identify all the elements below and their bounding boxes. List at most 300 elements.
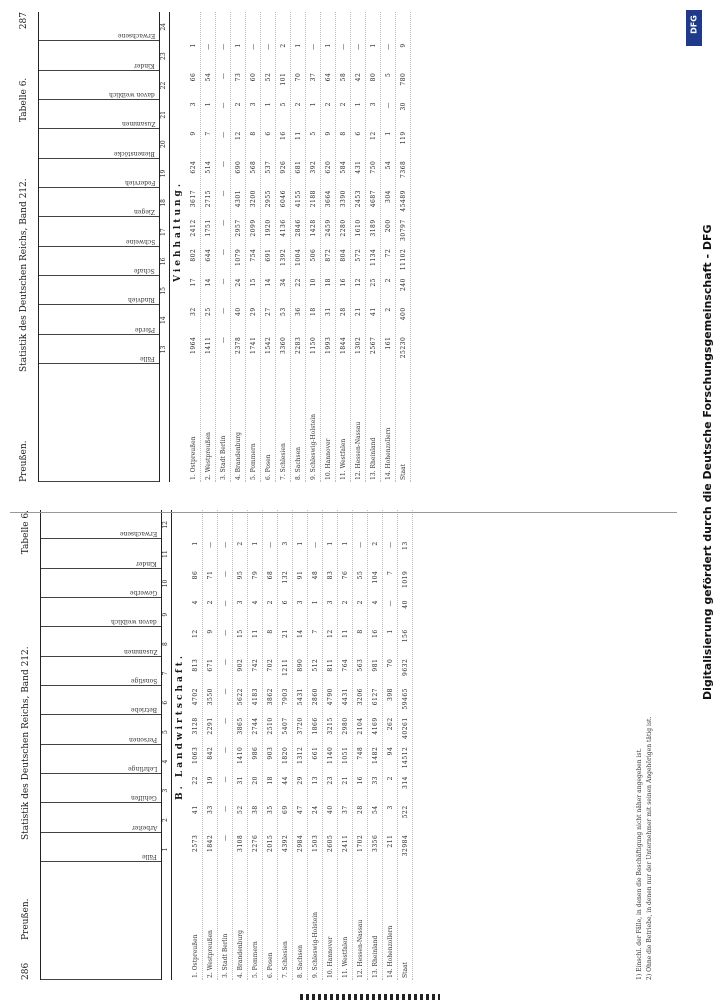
left-row-label: 5. Pommern — [252, 941, 259, 978]
left-table-cell: 69 — [282, 805, 289, 814]
right-table-cell: 40 — [235, 307, 242, 316]
right-table-cell: 2567 — [370, 336, 377, 354]
left-page-number: 286 — [21, 962, 31, 980]
left-table-cell: 981 — [372, 658, 379, 672]
left-table-cell: 4 — [372, 600, 379, 605]
right-table-row — [234, 12, 246, 482]
left-table-cell: 15 — [237, 629, 244, 638]
right-table-cell: 3189 — [370, 219, 377, 237]
right-table-cell: 620 — [325, 160, 332, 174]
left-table-cell: 11 — [252, 629, 259, 638]
right-table-row — [294, 12, 306, 482]
left-table-cell: — — [222, 746, 229, 754]
left-table-cell: 811 — [327, 658, 334, 672]
right-table-row — [279, 12, 291, 482]
left-table-row — [401, 510, 413, 980]
left-table-cell: 41 — [192, 805, 199, 814]
left-table-cell: — — [267, 541, 274, 548]
left-table-cell: 33 — [207, 805, 214, 814]
left-table-cell: 132 — [282, 570, 289, 584]
right-table-cell: 754 — [250, 248, 257, 262]
right-table-cell: 400 — [400, 307, 407, 321]
right-table-cell: 11 — [295, 131, 302, 140]
right-table-cell: 1751 — [205, 219, 212, 237]
left-column-header — [41, 744, 161, 774]
left-table-cell: 7 — [387, 570, 394, 575]
left-table-cell: 1019 — [402, 570, 409, 588]
right-table-cell: 52 — [265, 72, 272, 82]
right-table-cell: — — [250, 43, 257, 50]
right-table-cell: — — [220, 72, 227, 80]
left-table-cell: 35 — [267, 805, 274, 814]
left-column-header-label: Fälle — [142, 853, 157, 860]
right-table-row — [399, 12, 411, 482]
right-table-cell: 5 — [280, 102, 287, 107]
left-table-cell: — — [222, 688, 229, 695]
left-table-cell: — — [222, 776, 229, 783]
right-table-cell: 3 — [190, 102, 197, 107]
left-table-cell: 2015 — [267, 834, 274, 852]
left-table-cell: 4 — [252, 600, 259, 605]
left-header-left: Preußen. — [21, 898, 31, 940]
right-table-cell: 8 — [340, 131, 347, 136]
right-table-row — [264, 12, 276, 482]
left-table-cell: 55 — [357, 570, 364, 580]
right-column-number: 21 — [160, 111, 167, 119]
right-table-cell: 22 — [295, 278, 302, 287]
right-table-cell: — — [220, 307, 227, 314]
right-row-label: 4. Brandenburg — [235, 431, 242, 480]
right-column-number: 18 — [160, 199, 167, 207]
right-table-cell: 1964 — [190, 336, 197, 354]
left-table-cell: 91 — [297, 570, 304, 580]
right-table-cell: 58 — [340, 72, 347, 82]
left-row-label: 2. Westpreußen — [207, 930, 214, 978]
right-table-cell: 1411 — [205, 336, 212, 354]
right-table-cell: 431 — [355, 160, 362, 174]
left-table-cell: 661 — [312, 746, 319, 760]
left-row-label: 4. Brandenburg — [237, 929, 244, 978]
left-table-cell: 9632 — [402, 658, 409, 676]
right-table-cell: 32 — [190, 307, 197, 316]
left-table-cell: 742 — [252, 658, 259, 672]
right-column-number: 19 — [160, 169, 167, 178]
right-label-column-header — [39, 363, 159, 482]
left-table-cell: 19 — [207, 776, 214, 785]
right-table-cell: 514 — [205, 160, 212, 174]
right-column-header-label: Bienenstöcke — [114, 149, 155, 157]
right-table-cell: 3390 — [340, 190, 347, 208]
right-table-cell: — — [220, 160, 227, 168]
right-table-cell: 1392 — [280, 248, 287, 266]
left-table-cell: 2573 — [192, 834, 199, 852]
left-table-cell: 68 — [267, 570, 274, 580]
right-table-cell: 691 — [265, 248, 272, 262]
right-table-cell: 200 — [385, 219, 392, 233]
right-row-label: 5. Pommern — [250, 443, 257, 480]
left-table-cell: 3865 — [237, 717, 244, 735]
left-row-label: 6. Posen — [267, 952, 274, 978]
left-table-cell: 79 — [252, 570, 259, 580]
right-table-cell: 66 — [190, 72, 197, 82]
bottom-scan-mark — [300, 994, 440, 1000]
left-table-cell: 52 — [237, 805, 244, 814]
left-column-numbers — [161, 510, 172, 980]
right-table-cell: — — [205, 43, 212, 50]
left-table-cell: 6127 — [372, 688, 379, 706]
left-table-cell: 2605 — [327, 834, 334, 852]
left-table-cell: 1 — [252, 541, 259, 546]
page-fold-line — [10, 512, 677, 513]
right-table-cell: 1 — [190, 43, 197, 48]
right-table-row — [189, 12, 201, 482]
left-table-cell: 2 — [387, 776, 394, 781]
right-column-header-label: Ziegen — [134, 208, 155, 216]
left-table-cell: 2744 — [252, 717, 259, 735]
left-table-row — [266, 510, 278, 980]
right-table-row — [219, 12, 231, 482]
left-table-cell: 2411 — [342, 834, 349, 852]
right-page-header — [16, 12, 34, 482]
left-table-cell: 1482 — [372, 746, 379, 764]
left-table-cell: 37 — [342, 805, 349, 814]
right-table-row — [354, 12, 366, 482]
right-table-cell: 584 — [340, 160, 347, 174]
right-column-header-label: Rindvieh — [128, 296, 155, 304]
left-table-cell: 1410 — [237, 746, 244, 764]
right-row-label: 13. Rheinland — [370, 437, 377, 480]
right-column-header — [39, 275, 159, 305]
left-table-cell: 2510 — [267, 717, 274, 735]
left-table-cell: 4431 — [342, 688, 349, 706]
left-table-cell: 70 — [387, 658, 394, 668]
left-table-cell: 3108 — [237, 834, 244, 852]
right-table-cell: 5 — [385, 72, 392, 77]
right-table-cell: 1542 — [265, 336, 272, 354]
right-row-label: 2. Westpreußen — [205, 432, 212, 480]
right-table-cell: — — [220, 43, 227, 50]
right-row-label: 7. Schlesien — [280, 443, 287, 480]
left-table-cell: 3 — [237, 600, 244, 605]
right-table-cell: — — [385, 43, 392, 50]
right-row-label: 10. Hannover — [325, 438, 332, 480]
left-row-label: 11. Westfalen — [342, 936, 349, 978]
right-table-cell: — — [220, 248, 227, 256]
right-table-cell: 10 — [310, 278, 317, 287]
right-column-header-label: davon weiblich — [109, 91, 155, 98]
left-table-cell: 211 — [387, 834, 394, 848]
right-table-cell: — — [355, 43, 362, 50]
left-column-header — [41, 714, 161, 744]
left-table-cell: 5622 — [237, 688, 244, 706]
right-table-cell: 2453 — [355, 190, 362, 208]
right-table-cell: 1920 — [265, 219, 272, 237]
right-table-cell: 2378 — [235, 336, 242, 354]
left-table-cell: — — [222, 658, 229, 666]
right-table-cell: 119 — [400, 131, 407, 145]
right-table-cell: 1 — [265, 102, 272, 107]
left-column-headers — [41, 510, 162, 980]
left-column-header-label: Betriebe — [130, 706, 157, 714]
right-table-cell: 2846 — [295, 219, 302, 237]
left-table-cell: 9 — [207, 629, 214, 634]
left-table-cell: 76 — [342, 570, 349, 580]
right-table-cell: 572 — [355, 248, 362, 262]
right-table-cell: — — [340, 43, 347, 50]
left-table-cell: 40 — [402, 600, 409, 609]
left-table-cell: 2 — [267, 600, 274, 605]
right-table-cell: 2 — [385, 278, 392, 283]
left-column-header-label: Personen — [128, 735, 157, 743]
left-table-row — [236, 510, 248, 980]
right-table-cell: 8 — [250, 131, 257, 136]
right-table-cell: 750 — [370, 160, 377, 174]
right-column-headers — [39, 12, 160, 482]
right-table-cell: 2 — [295, 102, 302, 107]
right-column-header — [39, 40, 159, 70]
left-table-cell: 2 — [207, 600, 214, 605]
left-table-row — [326, 510, 338, 980]
right-table-cell: 537 — [265, 160, 272, 174]
right-column-header — [39, 216, 159, 246]
right-table-cell: 644 — [205, 248, 212, 262]
left-table-cell: 398 — [387, 688, 394, 701]
left-table-cell: 890 — [297, 658, 304, 672]
left-table-cell: 32984 — [402, 834, 409, 857]
left-table-cell: 262 — [387, 717, 394, 731]
left-table-cell: 44 — [282, 776, 289, 785]
left-table-cell: 6 — [282, 600, 289, 605]
left-table-cell: 38 — [252, 805, 259, 814]
left-table-cell: 1866 — [312, 717, 319, 735]
right-row-label: Staat — [400, 463, 407, 480]
right-table-cell: 17 — [190, 278, 197, 287]
dfg-watermark-text: Digitalisierung gefördert durch die Deutsche Forschungsgemeinschaft - DFG — [701, 224, 714, 700]
left-table-cell: 1 — [297, 541, 304, 546]
right-row-label: 14. Hohenzollern — [385, 427, 392, 480]
right-column-header — [39, 304, 159, 334]
right-column-numbers — [159, 12, 170, 482]
left-table-cell: 4 — [192, 600, 199, 605]
right-table-cell: 73 — [235, 72, 242, 82]
right-table-cell: 6046 — [280, 190, 287, 208]
left-column-number: 7 — [162, 671, 169, 676]
left-table-cell: 903 — [267, 746, 274, 760]
right-column-number: 23 — [160, 52, 167, 60]
left-row-label: 9. Schleswig-Holstein — [312, 911, 319, 978]
right-table-cell: 14 — [205, 278, 212, 287]
left-table-cell: 3 — [327, 600, 334, 605]
left-column-header — [41, 626, 161, 656]
left-table-cell: 5431 — [297, 688, 304, 706]
right-table-cell: 16 — [280, 131, 287, 140]
right-table-cell: 9 — [325, 131, 332, 136]
right-table-cell: 3360 — [280, 336, 287, 354]
right-table-cell: 7368 — [400, 160, 407, 178]
right-table-cell: 2957 — [235, 219, 242, 237]
right-table-cell: 21 — [355, 307, 362, 316]
right-table-cell: 3 — [370, 102, 377, 107]
right-table-cell: 1150 — [310, 336, 317, 354]
left-section-title: B. Landwirtschaft. — [175, 652, 185, 800]
right-table-cell: 2283 — [295, 336, 302, 354]
right-table-cell: 1 — [205, 102, 212, 107]
right-table-cell: 1004 — [295, 248, 302, 266]
right-column-header-label: Pferde — [134, 325, 155, 333]
left-table-cell: 1140 — [327, 746, 334, 764]
left-column-header — [41, 802, 161, 832]
left-table-cell: 3 — [297, 600, 304, 605]
right-table-cell: 1844 — [340, 336, 347, 354]
right-table-cell: 4687 — [370, 190, 377, 208]
right-column-header-label: Fälle — [140, 355, 155, 362]
left-table-row — [311, 510, 323, 980]
left-table-cell: 3 — [282, 541, 289, 546]
right-table-cell: 690 — [235, 160, 242, 174]
left-table-cell: 2 — [357, 600, 364, 605]
right-table-cell: 15 — [250, 278, 257, 287]
right-column-header-label: Erwachsene — [117, 32, 155, 40]
left-table-cell: 3720 — [297, 717, 304, 735]
left-table-cell: 986 — [252, 746, 259, 760]
right-column-header — [39, 158, 159, 188]
left-table-cell: 1 — [327, 541, 334, 546]
right-column-header-label: Schweine — [125, 237, 155, 245]
left-row-label: 12. Hessen-Nassau — [357, 919, 364, 978]
right-section-title: Viehhaltung. — [173, 181, 183, 282]
right-table-cell: — — [385, 102, 392, 109]
left-table-cell: 1503 — [312, 834, 319, 852]
left-table-cell: 1702 — [357, 834, 364, 852]
left-column-header — [41, 597, 161, 627]
left-table-cell: 1 — [387, 629, 394, 634]
right-table-cell: 2 — [280, 43, 287, 48]
left-table-cell: 1842 — [207, 834, 214, 852]
right-table-cell: 36 — [295, 307, 302, 316]
right-table-cell: 29 — [250, 307, 257, 316]
left-column-header — [41, 773, 161, 803]
right-table-cell: 25 — [370, 278, 377, 287]
left-column-header-label: Erwachsene — [119, 530, 157, 538]
dfg-logo: DFG — [686, 10, 702, 46]
left-table-cell: 13 — [312, 776, 319, 785]
right-table-cell: 18 — [325, 278, 332, 287]
left-table-cell: 28 — [357, 805, 364, 814]
right-table-cell: 6 — [265, 131, 272, 136]
left-column-number: 11 — [162, 550, 169, 558]
right-column-header — [39, 334, 159, 364]
left-table-cell: — — [222, 717, 229, 724]
left-table-cell: — — [222, 629, 229, 636]
right-table-cell: 1 — [325, 43, 332, 48]
left-table-row — [341, 510, 353, 980]
left-column-number: 4 — [162, 759, 169, 764]
left-footnote-1: 1) Einschl. der Fälle, in denen die Beschäftigung nicht näher angegeben ist. — [636, 748, 643, 980]
left-table-cell: 2980 — [342, 717, 349, 735]
right-table-cell: — — [265, 43, 272, 50]
left-table-cell: 1063 — [192, 746, 199, 764]
left-table-cell: 842 — [207, 746, 214, 760]
left-column-header — [41, 832, 161, 862]
right-table-cell: 161 — [385, 336, 392, 350]
right-table-cell: 2715 — [205, 190, 212, 208]
left-table-row — [281, 510, 293, 980]
right-table-cell: 30797 — [400, 219, 407, 241]
left-table-cell: 11 — [342, 629, 349, 638]
left-table-cell: 12 — [327, 629, 334, 638]
left-column-header-label: Lehrlinge — [127, 765, 157, 772]
right-table-cell: 2188 — [310, 190, 317, 208]
right-column-number: 14 — [160, 316, 167, 324]
right-table-cell: 568 — [250, 160, 257, 174]
right-table-cell: 41 — [370, 307, 377, 316]
right-table-cell: 25 — [205, 307, 212, 316]
right-table-cell: 1 — [370, 43, 377, 48]
left-footnote-2: 2) Ohne die Betriebe, in denen nur der Unternehmer mit seinen Angehörigen tätig ist. — [646, 716, 653, 980]
left-table-cell: 104 — [372, 570, 379, 584]
left-column-header-label: Kinder — [136, 559, 157, 567]
right-table-cell: 1 — [385, 131, 392, 136]
right-table-cell: 80 — [370, 72, 377, 82]
left-table-cell: 7903 — [282, 688, 289, 706]
right-table-cell: 31 — [325, 307, 332, 316]
right-table-cell: 5 — [310, 131, 317, 136]
right-table-cell: 1 — [310, 102, 317, 107]
left-table-cell: 2 — [342, 600, 349, 605]
right-table-cell: 506 — [310, 248, 317, 262]
left-table-cell: 40 — [327, 805, 334, 814]
left-table-cell: 156 — [402, 629, 409, 643]
right-table-cell: 1134 — [370, 248, 377, 266]
left-table-cell: 18 — [267, 776, 274, 785]
right-page-number: 287 — [19, 12, 29, 30]
right-table-cell: 4136 — [280, 219, 287, 237]
left-table-row — [356, 510, 368, 980]
left-table-cell: 20 — [252, 776, 259, 785]
left-table-row — [251, 510, 263, 980]
left-column-number: 6 — [162, 700, 169, 705]
right-table-cell: 872 — [325, 248, 332, 262]
left-table-cell: 4702 — [192, 688, 199, 706]
right-table-cell: 9 — [400, 43, 407, 48]
right-table-cell: 2412 — [190, 219, 197, 237]
left-table-cell: 22 — [192, 776, 199, 785]
left-table-cell: 94 — [387, 746, 394, 756]
left-table-cell: 2276 — [252, 834, 259, 852]
left-header-right: Tabelle 6. — [21, 510, 31, 555]
left-table-cell: 21 — [282, 629, 289, 638]
left-table-cell: 813 — [192, 658, 199, 672]
right-table-row — [369, 12, 381, 482]
left-table-cell: 86 — [192, 570, 199, 580]
right-table-cell: 2099 — [250, 219, 257, 237]
right-table-cell: — — [220, 102, 227, 109]
right-table-row — [324, 12, 336, 482]
right-table-cell: 2 — [235, 102, 242, 107]
left-table-cell: 3356 — [372, 834, 379, 852]
left-row-label: 13. Rheinland — [372, 935, 379, 978]
left-table-cell: 3862 — [267, 688, 274, 706]
right-table-cell: 304 — [385, 190, 392, 203]
right-column-number: 16 — [160, 257, 167, 266]
left-table-cell: 2 — [372, 541, 379, 546]
right-row-label: 8. Sachsen — [295, 446, 302, 480]
right-table-cell: 64 — [325, 72, 332, 82]
left-table-cell: 16 — [372, 629, 379, 638]
right-table-cell: 45489 — [400, 190, 407, 212]
right-table-cell: 2 — [385, 307, 392, 312]
right-table-cell: 624 — [190, 160, 197, 174]
